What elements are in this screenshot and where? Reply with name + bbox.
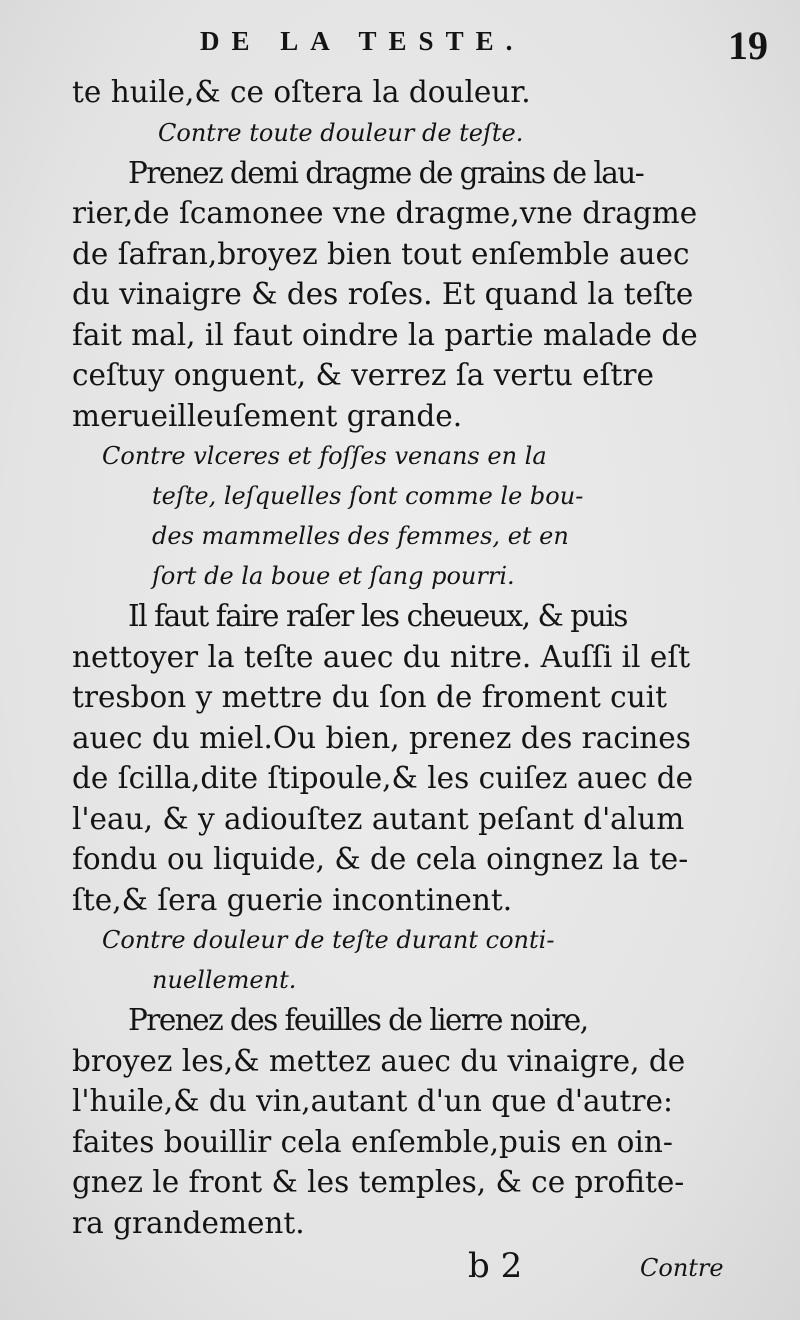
text-line: Prenez des feuilles de lierre noire,	[128, 1003, 588, 1037]
text-line: ceſtuy onguent, & verrez ſa vertu eſtre	[72, 358, 654, 392]
heading-line: teſte, leſquelles ſont comme le bou-	[152, 482, 584, 510]
text-line: Il faut faire raſer les cheueux, & puis	[128, 599, 627, 633]
text-line: merueilleuſement grande.	[72, 398, 463, 433]
heading-line: Contre toute douleur de teſte.	[158, 118, 524, 147]
text-line: broyez les,& mettez auec du vinaigre, de	[72, 1043, 686, 1078]
paragraph	[72, 596, 772, 920]
text-line: auec du miel.Ou bien, prenez des racines	[72, 720, 691, 755]
heading-line: Contre douleur de teſte durant conti-	[102, 926, 555, 954]
page-footer	[0, 1240, 800, 1290]
catchword: Contre	[640, 1254, 724, 1282]
text-line: de ſcilla,dite ſtipoule,& les cuiſez auec de	[72, 761, 694, 795]
heading-line: des mammelles des femmes, et en	[152, 522, 569, 550]
text-line: faites bouillir cela enſemble,puis en oin-	[72, 1124, 673, 1159]
heading-line: Contre vlceres et foſſes venans en la	[102, 442, 547, 470]
heading-line: nuellement.	[152, 966, 297, 994]
text-line: l'eau, & y adiouſtez autant peſant d'alum	[72, 801, 685, 836]
text-line: Prenez demi dragme de grains de lau-	[128, 155, 644, 190]
section-heading	[72, 113, 772, 153]
text-line: nettoyer la teſte auec du nitre. Auſſi il eſt	[72, 639, 691, 674]
heading-line: ſort de la boue et ſang pourri.	[152, 562, 515, 590]
text-line: fait mal, il faut oindre la partie malade de	[72, 317, 698, 352]
text-line: te huile,& ce oſtera la douleur.	[72, 75, 531, 109]
text-line: ſte,& ſera guerie incontinent.	[72, 882, 513, 917]
paragraph	[72, 153, 772, 437]
text-line: gnez le front & les temples, & ce profite-	[72, 1165, 685, 1199]
text-line: du vinaigre & des roſes. Et quand la teſte	[72, 277, 694, 311]
text-line: fondu ou liquide, & de cela oingnez la te-	[72, 842, 689, 876]
section-heading	[72, 436, 772, 596]
paragraph	[72, 1000, 772, 1243]
text-line: de ſafran,broyez bien tout enſemble auec	[72, 236, 690, 271]
text-line: l'huile,& du vin,autant d'un que d'autre:	[72, 1084, 673, 1118]
text-line: ra grandement.	[72, 1205, 305, 1240]
text-line: tresbon y mettre du ſon de froment cuit	[72, 680, 667, 714]
text-block	[72, 72, 772, 1243]
signature-mark: b 2	[468, 1246, 523, 1286]
text-line: rier,de ſcamonee vne dragme,vne dragme	[72, 196, 698, 230]
page-number: 19	[728, 23, 768, 68]
page-header	[0, 22, 800, 72]
section-heading	[72, 920, 772, 1000]
running-head: DE LA TESTE.	[200, 26, 525, 56]
